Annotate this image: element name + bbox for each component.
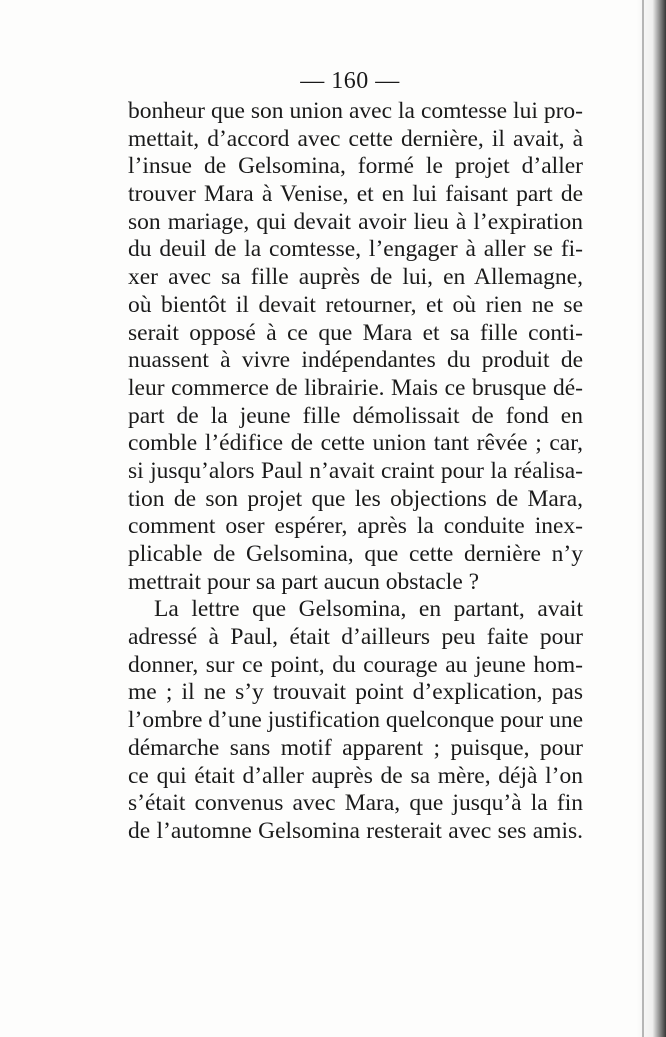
text-line: adressé à Paul, était d’ailleurs peu faite pour <box>128 624 583 651</box>
text-line: part de la jeune fille démolissait de fond en <box>128 402 583 429</box>
text-line: du deuil de la comtesse, l’engager à aller se fi- <box>128 236 583 263</box>
text-line: bonheur que son union avec la comtesse lui pro- <box>128 98 583 124</box>
page-binding-edge <box>642 0 644 1037</box>
text-line: s’était convenus avec Mara, que jusqu’à la fin <box>128 790 583 817</box>
text-line: comble l’édifice de cette union tant rêvée ; car, <box>128 430 583 457</box>
text-line: serait opposé à ce que Mara et sa fille conti- <box>128 319 583 346</box>
text-line: mettrait pour sa part aucun obstacle ? <box>128 568 480 595</box>
text-line: de l’automne Gelsomina resterait avec ses amis. <box>128 817 583 844</box>
text-line: tion de son projet que les objections de Mara, <box>128 485 583 512</box>
text-line: si jusqu’alors Paul n’avait craint pour la réalisa- <box>128 457 583 484</box>
text-line: démarche sans motif apparent ; puisque, pour <box>128 734 583 761</box>
text-line: leur commerce de librairie. Mais ce brusque dé- <box>128 374 583 401</box>
text-line: me ; il ne s’y trouvait point d’explication, pas <box>128 679 583 706</box>
paragraph-2 <box>128 596 583 845</box>
text-line: xer avec sa fille auprès de lui, en Allemagne, <box>128 264 583 291</box>
text-line: mettait, d’accord avec cette dernière, il avait, à <box>128 125 583 152</box>
text-line: ce qui était d’aller auprès de sa mère, déjà l’on <box>128 762 583 789</box>
text-line: comment oser espérer, après la conduite inex- <box>128 513 583 540</box>
page-number: — 160 — <box>300 68 400 94</box>
text-line: où bientôt il devait retourner, et où rien ne se <box>128 291 583 318</box>
text-line: donner, sur ce point, du courage au jeune hom- <box>128 651 583 678</box>
text-line: l’insue de Gelsomina, formé le projet d’aller <box>128 153 583 180</box>
text-line: plicable de Gelsomina, que cette dernière n’y <box>128 541 583 567</box>
text-line: trouver Mara à Venise, et en lui faisant part de <box>128 181 583 208</box>
text-line: l’ombre d’une justification quelconque pour une <box>128 707 583 734</box>
body-text <box>128 98 583 846</box>
paragraph-1 <box>128 98 583 596</box>
text-line: nuassent à vivre indépendantes du produit de <box>128 347 583 374</box>
text-line: son mariage, qui devait avoir lieu à l’expiration <box>128 208 583 235</box>
page-binding-shadow <box>636 0 666 1037</box>
text-line: La lettre que Gelsomina, en partant, avait <box>154 596 583 623</box>
